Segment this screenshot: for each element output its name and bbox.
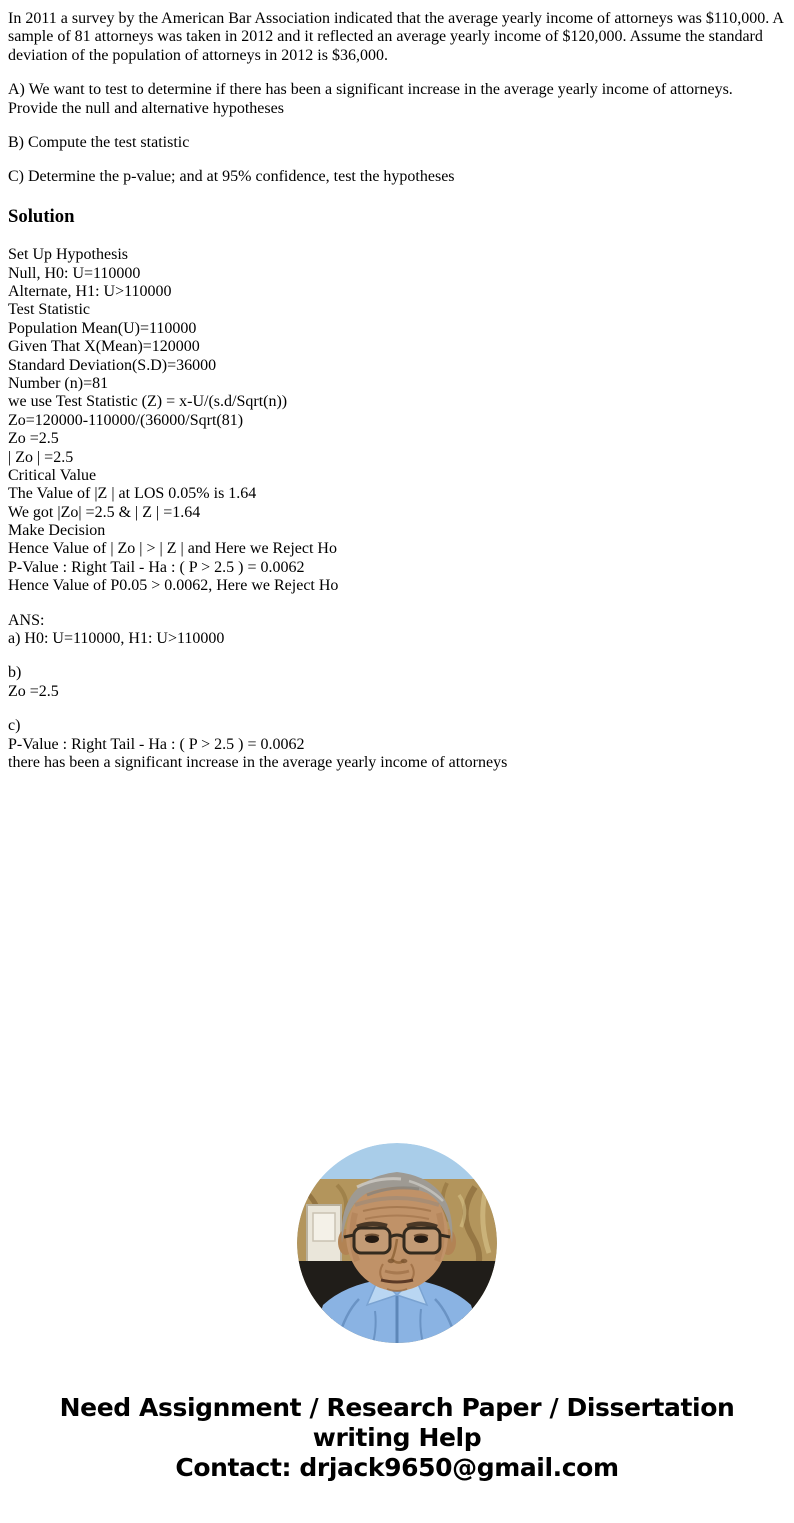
solution-work-line: Population Mean(U)=110000 bbox=[8, 319, 197, 337]
solution-work-line: Critical Value bbox=[8, 466, 97, 484]
solution-work-line: we use Test Statistic (Z) = x-U/(s.d/Sqrt(n)) bbox=[8, 393, 288, 411]
solution-work-line: Hence Value of P0.05 > 0.0062, Here we Reject Ho bbox=[8, 577, 339, 595]
solution-work-line: Set Up Hypothesis bbox=[8, 246, 128, 264]
footer-banner bbox=[8, 1393, 786, 1483]
solution-work-line: Number (n)=81 bbox=[8, 374, 109, 392]
solution-work-line: The Value of |Z | at LOS 0.05% is 1.64 bbox=[8, 485, 257, 503]
tutor-portrait-illustration bbox=[297, 1143, 497, 1343]
solution-work-line: | Zo | =2.5 bbox=[8, 448, 74, 466]
solution-work-line: Given That X(Mean)=120000 bbox=[8, 338, 200, 356]
answer-b-block bbox=[8, 664, 786, 701]
answer-line: Zo =2.5 bbox=[8, 682, 59, 700]
problem-part-a: A) We want to test to determine if there has been a significant increase in the average yearly income of attorneys. Provide the null and alternative hypotheses bbox=[8, 81, 733, 117]
solution-work-line: Null, H0: U=110000 bbox=[8, 264, 141, 282]
footer-help-text: Need Assignment / Research Paper / Dissertation writing Help bbox=[59, 1393, 735, 1453]
answer-a-block bbox=[8, 612, 786, 649]
problem-part-b: B) Compute the test statistic bbox=[8, 133, 190, 151]
avatar-container bbox=[8, 1143, 786, 1343]
solution-work-line: Test Statistic bbox=[8, 301, 90, 319]
solution-work-line: Alternate, H1: U>110000 bbox=[8, 283, 172, 301]
answer-line: c) bbox=[8, 717, 21, 735]
tutor-avatar-photo bbox=[297, 1143, 497, 1343]
solution-work-line: Hence Value of | Zo | > | Z | and Here we Reject Ho bbox=[8, 540, 337, 558]
solution-work-line: We got |Zo| =2.5 & | Z | =1.64 bbox=[8, 503, 201, 521]
solution-work-line: Make Decision bbox=[8, 522, 106, 540]
solution-heading: Solution bbox=[8, 205, 75, 227]
problem-intro: In 2011 a survey by the American Bar Association indicated that the average yearly income of attorneys was $110,000. A sample of 81 attorneys was taken in 2012 and it reflected an average yearly income of $120,000. Assume the standard deviation of the population of attorneys in 2012 is $36,000. bbox=[8, 10, 784, 64]
solution-work-line: Zo=120000-110000/(36000/Sqrt(81) bbox=[8, 411, 244, 429]
solution-work-line: Zo =2.5 bbox=[8, 430, 59, 448]
problem-part-c: C) Determine the p-value; and at 95% confidence, test the hypotheses bbox=[8, 168, 455, 186]
solution-work-line: P-Value : Right Tail - Ha : ( P > 2.5 ) = 0.0062 bbox=[8, 558, 305, 576]
answer-line: ANS: bbox=[8, 611, 45, 629]
solution-work-line: Standard Deviation(S.D)=36000 bbox=[8, 356, 217, 374]
answer-line: P-Value : Right Tail - Ha : ( P > 2.5 ) = 0.0062 bbox=[8, 735, 305, 753]
footer-contact-email: Contact: drjack9650@gmail.com bbox=[175, 1453, 619, 1483]
answer-line: b) bbox=[8, 664, 22, 682]
answer-line: there has been a significant increase in the average yearly income of attorneys bbox=[8, 754, 508, 771]
answer-line: a) H0: U=110000, H1: U>110000 bbox=[8, 630, 225, 648]
answer-c-block bbox=[8, 717, 786, 772]
solution-work-block bbox=[8, 246, 786, 595]
